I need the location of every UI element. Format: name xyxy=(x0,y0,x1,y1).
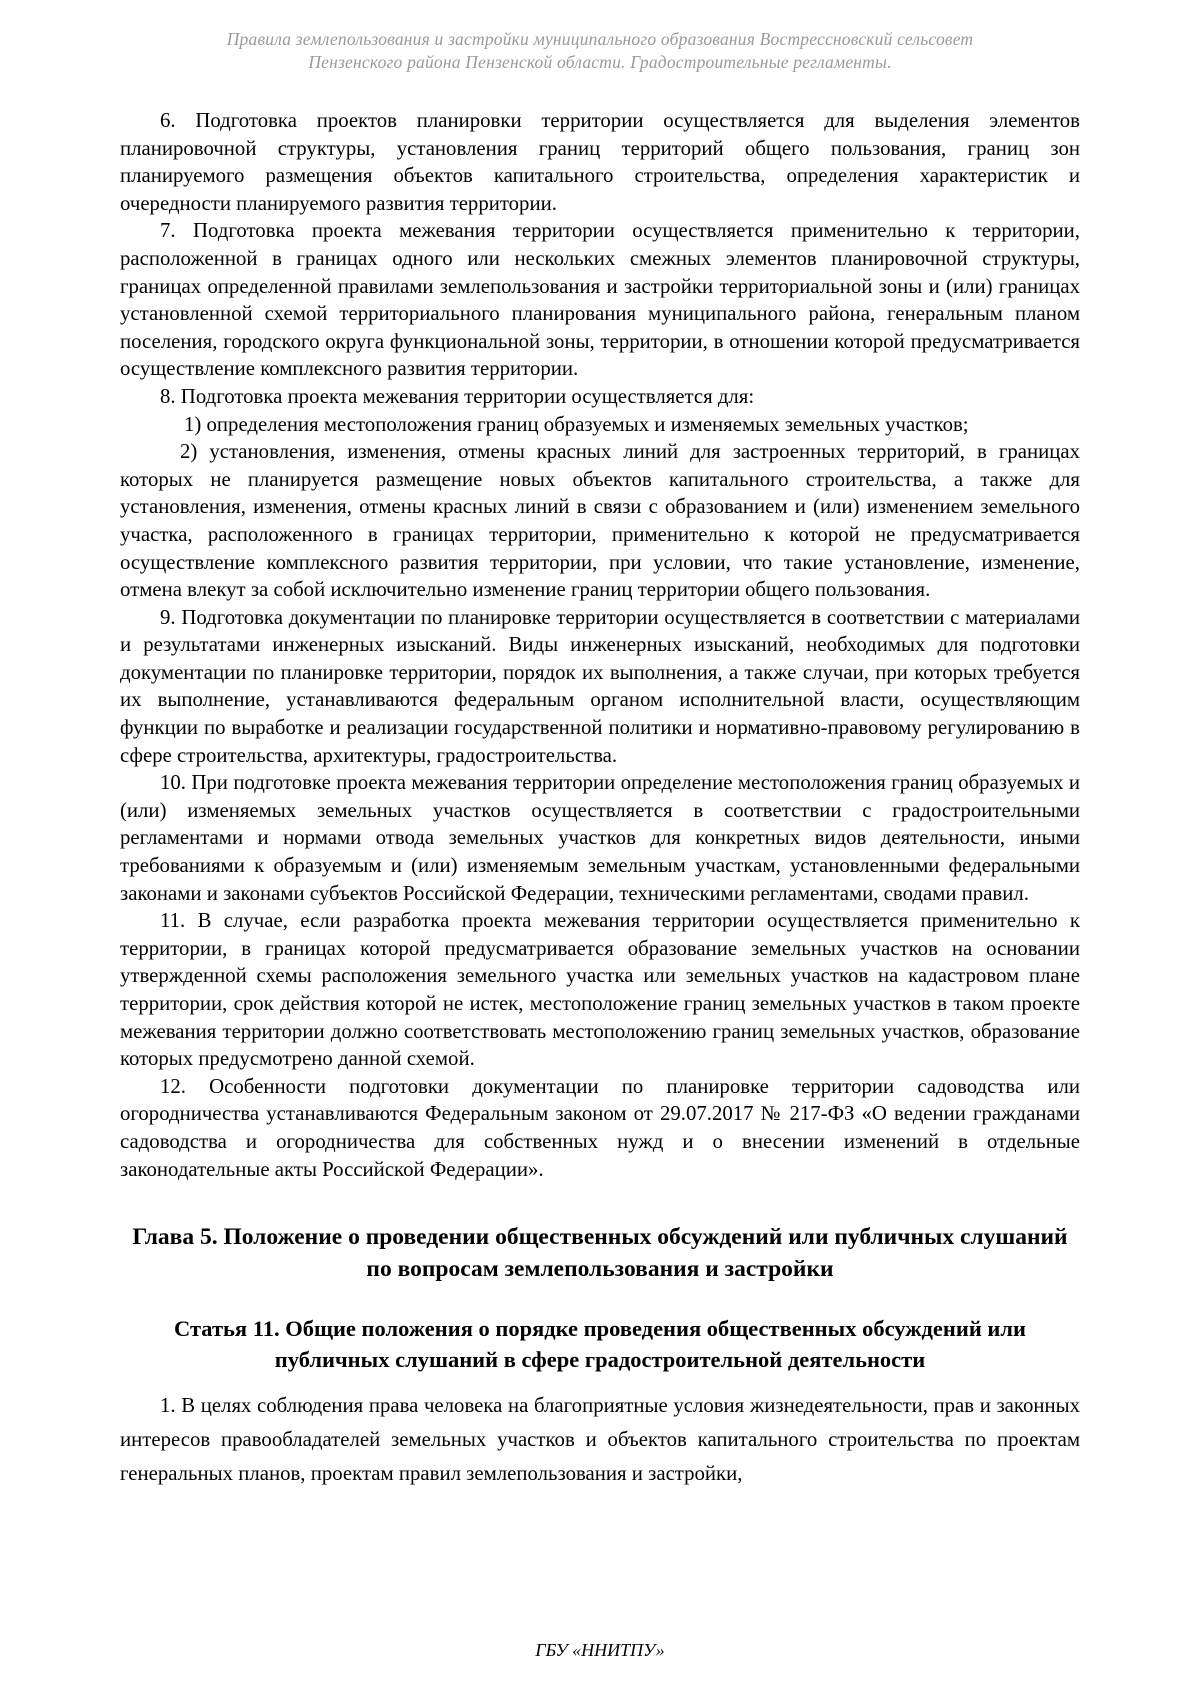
paragraph-8-item-2: 2) установления, изменения, отмены красных линий для застроенных территорий, в границах которых не планируется размещение новых объектов капитального строительства, а также для установления, изменения, отмены красных линий в связи с образованием и (или) изменением земельного участка, расположенного в границах территории, применительно к которой не предусматривается осуществление комплексного развития территории, при условии, что такие установление, изменение, отмена влекут за собой исключительно изменение границ территории общего пользования. xyxy=(120,440,1080,602)
document-body xyxy=(120,107,1080,1491)
paragraph-7: 7. Подготовка проекта межевания территории осуществляется применительно к территории, расположенной в границах одного или нескольких смежных элементов планировочной структуры, границах определенной правилами землепользования и застройки территориальной зоны и (или) границах установленной схемой территориального планирования муниципального района, генеральным планом поселения, городского округа функциональной зоны, территории, в отношении которой предусматривается осуществление комплексного развития территории. xyxy=(120,219,1080,381)
paragraph-9: 9. Подготовка документации по планировке территории осуществляется в соответствии с материалами и результатами инженерных изысканий. Виды инженерных изысканий, необходимых для подготовки документации по планировке территории, порядок их выполнения, а также случаи, при которых требуется их выполнение, устанавливаются федеральным органом исполнительной власти, осуществляющим функции по выработке и реализации государственной политики и нормативно-правовому регулированию в сфере строительства, архитектуры, градостроительства. xyxy=(120,605,1080,767)
page-footer: ГБУ «ННИТПУ» xyxy=(535,1640,665,1660)
paragraph-8: 8. Подготовка проекта межевания территории осуществляется для: xyxy=(160,384,755,408)
paragraph-8-item-1: 1) определения местоположения границ образуемых и изменяемых земельных участков; xyxy=(184,412,969,436)
paragraph-10: 10. При подготовке проекта межевания территории определение местоположения границ образуемых и (или) изменяемых земельных участков осуществляется в соответствии с градостроительными регламентами и нормами отвода земельных участков для конкретных видов деятельности, иными требованиями к образуемым и (или) изменяемым земельным участкам, установленными федеральными законами и законами субъектов Российской Федерации, техническими регламентами, сводами правил. xyxy=(120,771,1080,905)
article-body xyxy=(120,1389,1080,1491)
chapter-title: Глава 5. Положение о проведении общественных обсуждений или публичных слушаний по вопросам землепользования и застройки xyxy=(132,1224,1068,1283)
article-title: Статья 11. Общие положения о порядке проведения общественных обсуждений или публичных слушаний в сфере градостроительной деятельности xyxy=(174,1316,1026,1373)
header-line-1: Правила землепользования и застройки муниципального образования Вострессновский сельсовет xyxy=(226,29,974,49)
article-paragraph-1: 1. В целях соблюдения права человека на благоприятные условия жизнедеятельности, прав и законных интересов правообладателей земельных участков и объектов капитального строительства по проектам генеральных планов, проектам правил землепользования и застройки, xyxy=(120,1394,1080,1486)
paragraph-11: 11. В случае, если разработка проекта межевания территории осуществляется применительно к территории, в границах которой предусматривается образование земельных участков на основании утвержденной схемы расположения земельного участка или земельных участков на кадастровом плане территории, срок действия которой не истек, местоположение границ земельных участков в таком проекте межевания территории должно соответствовать местоположению границ земельных участков, образование которых предусмотрено данной схемой. xyxy=(120,909,1080,1071)
paragraph-6: 6. Подготовка проектов планировки территории осуществляется для выделения элементов планировочной структуры, установления границ территорий общего пользования, границ зон планируемого размещения объектов капитального строительства, определения характеристик и очередности планируемого развития территории. xyxy=(120,109,1080,215)
running-header xyxy=(120,28,1080,74)
header-line-2: Пензенского района Пензенской области. Градостроительные регламенты. xyxy=(308,52,892,72)
paragraph-12: 12. Особенности подготовки документации по планировке территории садоводства или огородничества устанавливаются Федеральным законом от 29.07.2017 № 217-ФЗ «О ведении гражданами садоводства и огородничества для собственных нужд и о внесении изменений в отдельные законодательные акты Российской Федерации». xyxy=(120,1074,1080,1181)
